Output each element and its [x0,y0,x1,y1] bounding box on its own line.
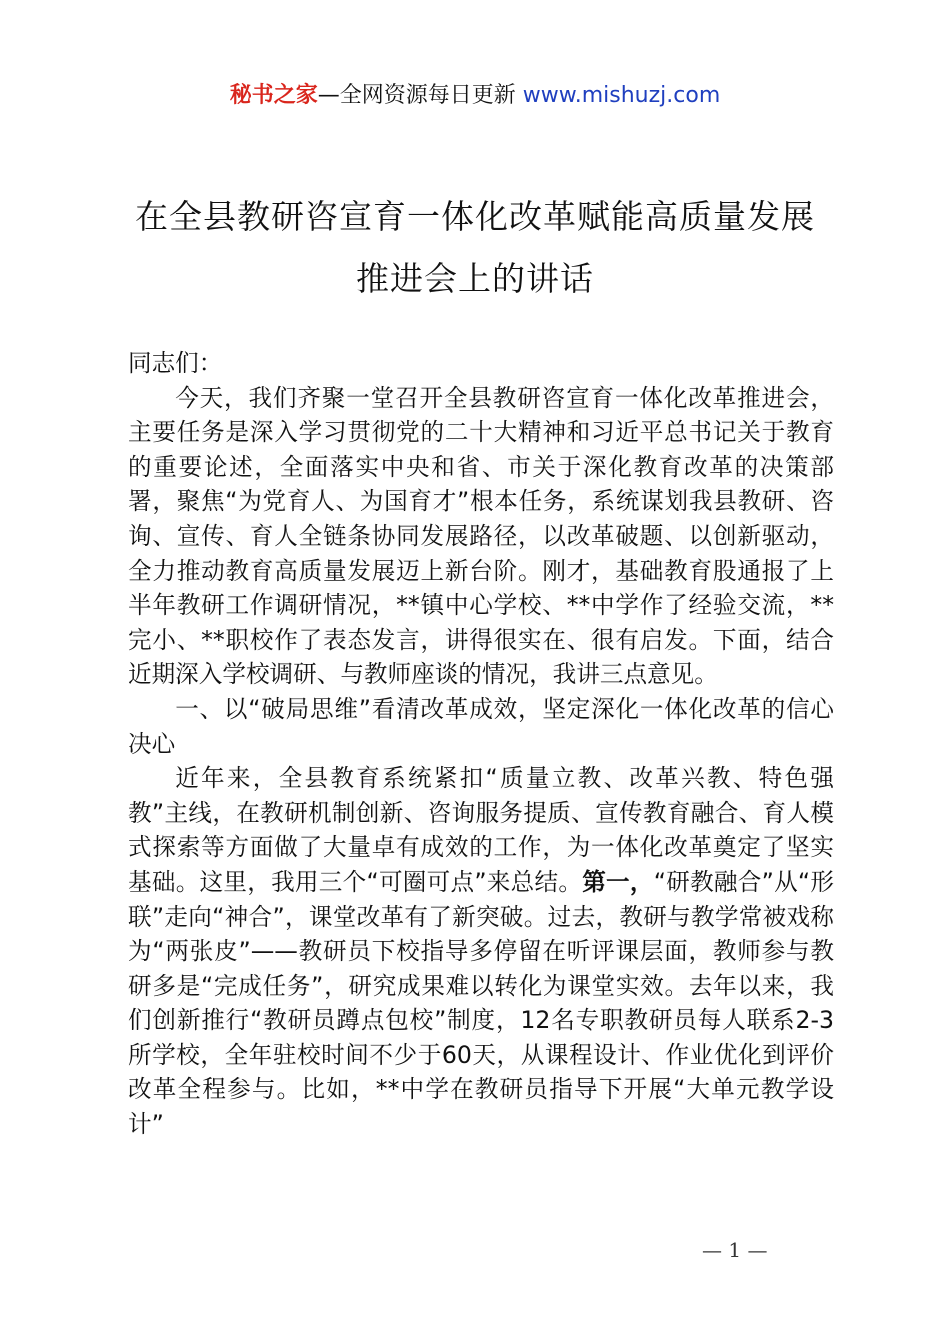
title-line-2: 推进会上的讲话 [356,259,594,298]
paragraph-text: “研教融合”从“形联”走向“神合”，课堂改革有了新突破。过去，教研与教学常被戏称为“两张皮”——教研员下校指导多停留在听评课层面，教师参与教研多是“完成任务”，研究成果难以转化为课堂实效。去年以来，我们创新推行“教研员蹲点包校”制度，12名专职教研员每人联系2-3所学校，全年驻校时间不少于60天，从课程设计、作业优化到评价改革全程参与。比如，**中学在教研员指导下开展“大单元教学设计” [128,867,835,1139]
site-url-link[interactable]: www.mishuzj.com [522,83,721,108]
emphasis-first: 第一， [582,867,654,896]
section-heading-1: 一、以“破局思维”看清改革成效，坚定深化一体化改革的信心决心 [128,694,834,758]
paragraph-intro: 今天，我们齐聚一堂召开全县教研咨宣育一体化改革推进会，主要任务是深入学习贯彻党的二十大精神和习近平总书记关于教育的重要论述，全面落实中央和省、市关于深化教育改革的决策部署，聚焦“为党育人、为国育才”根本任务，系统谋划我县教研、咨询、宣传、育人全链条协同发展路径，以改革破题、以创新驱动，全力推动教育高质量发展迈上新台阶。刚才，基础教育股通报了上半年教研工作调研情况，**镇中心学校、**中学作了经验交流，**完小、**职校作了表态发言，讲得很实在、很有启发。下面，结合近期深入学校调研、与教师座谈的情况，我讲三点意见。 [128,383,834,689]
paragraph-text: 近年来，全县教育系统紧扣“质量立教、改革兴教、特色强教”主线，在教研机制创新、咨询服务提质、宣传教育融合、育人模式探索等方面做了大量卓有成效的工作，为一体化改革奠定了坚实基础。这里，我用三个“可圈可点”来总结。 [128,764,834,896]
document-body [128,346,834,1142]
paragraph-achievements [128,761,834,1142]
salutation: 同志们： [128,349,223,377]
site-header [0,80,950,112]
document-title [60,186,890,310]
title-line-1: 在全县教研咨宣育一体化改革赋能高质量发展 [135,197,815,236]
site-brand: 秘书之家 [229,83,318,108]
page-number: — 1 — [702,1238,768,1262]
site-tagline: —全网资源每日更新 [317,83,523,108]
